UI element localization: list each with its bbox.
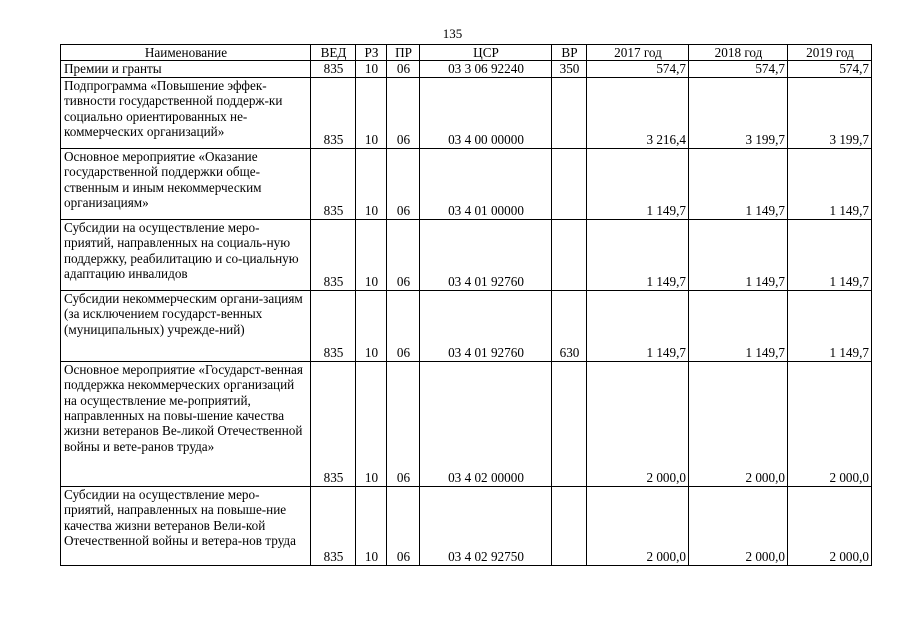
row-2019: 1 149,7	[788, 290, 872, 361]
row-2018: 2 000,0	[689, 486, 788, 565]
table-row	[61, 290, 872, 361]
table-row	[61, 219, 872, 290]
row-pr: 06	[387, 361, 420, 486]
row-2018: 574,7	[689, 61, 788, 77]
row-2017: 1 149,7	[587, 219, 689, 290]
row-ved: 835	[311, 61, 356, 77]
row-vr	[552, 361, 587, 486]
row-name: Основное мероприятие «Оказание государственной поддержки обще-ственным и иным некоммерческим организациям»	[61, 148, 311, 219]
header-pr: ПР	[387, 45, 420, 61]
row-rz: 10	[356, 61, 387, 77]
table-row	[61, 77, 872, 148]
row-2017: 2 000,0	[587, 486, 689, 565]
row-vr	[552, 486, 587, 565]
row-2019: 574,7	[788, 61, 872, 77]
row-2019: 2 000,0	[788, 486, 872, 565]
row-csr: 03 4 01 00000	[420, 148, 552, 219]
header-rz: РЗ	[356, 45, 387, 61]
header-csr: ЦСР	[420, 45, 552, 61]
row-2017: 3 216,4	[587, 77, 689, 148]
row-vr	[552, 148, 587, 219]
row-rz: 10	[356, 361, 387, 486]
row-vr: 350	[552, 61, 587, 77]
row-2018: 1 149,7	[689, 219, 788, 290]
row-pr: 06	[387, 148, 420, 219]
row-2017: 1 149,7	[587, 290, 689, 361]
row-2019: 2 000,0	[788, 361, 872, 486]
row-2019: 3 199,7	[788, 77, 872, 148]
table-row	[61, 361, 872, 486]
row-csr: 03 4 01 92760	[420, 219, 552, 290]
row-pr: 06	[387, 61, 420, 77]
row-pr: 06	[387, 486, 420, 565]
row-name: Субсидии на осуществление меро-приятий, направленных на социаль-ную поддержку, реабилитацию и со-циальную адаптацию инвалидов	[61, 219, 311, 290]
header-2019: 2019 год	[788, 45, 872, 61]
row-csr: 03 4 02 92750	[420, 486, 552, 565]
row-2017: 574,7	[587, 61, 689, 77]
row-rz: 10	[356, 290, 387, 361]
row-vr	[552, 77, 587, 148]
row-ved: 835	[311, 219, 356, 290]
row-ved: 835	[311, 290, 356, 361]
budget-table	[60, 44, 872, 566]
row-rz: 10	[356, 148, 387, 219]
row-name: Премии и гранты	[61, 61, 311, 77]
row-ved: 835	[311, 148, 356, 219]
row-ved: 835	[311, 361, 356, 486]
row-csr: 03 4 02 00000	[420, 361, 552, 486]
row-rz: 10	[356, 486, 387, 565]
row-csr: 03 4 01 92760	[420, 290, 552, 361]
header-2018: 2018 год	[689, 45, 788, 61]
row-rz: 10	[356, 219, 387, 290]
row-csr: 03 3 06 92240	[420, 61, 552, 77]
header-name: Наименование	[61, 45, 311, 61]
row-ved: 835	[311, 77, 356, 148]
row-ved: 835	[311, 486, 356, 565]
row-rz: 10	[356, 77, 387, 148]
row-pr: 06	[387, 77, 420, 148]
row-vr: 630	[552, 290, 587, 361]
header-vr: ВР	[552, 45, 587, 61]
row-vr	[552, 219, 587, 290]
row-2019: 1 149,7	[788, 148, 872, 219]
row-csr: 03 4 00 00000	[420, 77, 552, 148]
row-2018: 3 199,7	[689, 77, 788, 148]
header-2017: 2017 год	[587, 45, 689, 61]
table-row	[61, 61, 872, 77]
page-number: 135	[442, 26, 463, 41]
table-row	[61, 486, 872, 565]
table-row	[61, 148, 872, 219]
header-ved: ВЕД	[311, 45, 356, 61]
row-name: Субсидии на осуществление меро-приятий, направленных на повыше-ние качества жизни ветеранов Вели-кой Отечественной войны и ветера-нов труда	[61, 486, 311, 565]
row-2018: 1 149,7	[689, 148, 788, 219]
row-name: Основное мероприятие «Государст-венная поддержка некоммерческих организаций на осуществление ме-роприятий, направленных на повы-шение качества жизни ветеранов Ве-ликой Отечественной войны и вете-ранов труда»	[61, 361, 311, 486]
row-pr: 06	[387, 290, 420, 361]
row-2017: 2 000,0	[587, 361, 689, 486]
row-name: Субсидии некоммерческим органи-зациям (за исключением государст-венных (муниципальных) учрежде-ний)	[61, 290, 311, 361]
row-2018: 1 149,7	[689, 290, 788, 361]
header-row	[61, 45, 872, 61]
row-2018: 2 000,0	[689, 361, 788, 486]
row-2019: 1 149,7	[788, 219, 872, 290]
row-2017: 1 149,7	[587, 148, 689, 219]
row-name: Подпрограмма «Повышение эффек-тивности государственной поддерж-ки социально ориентированных не-коммерческих организаций»	[61, 77, 311, 148]
row-pr: 06	[387, 219, 420, 290]
